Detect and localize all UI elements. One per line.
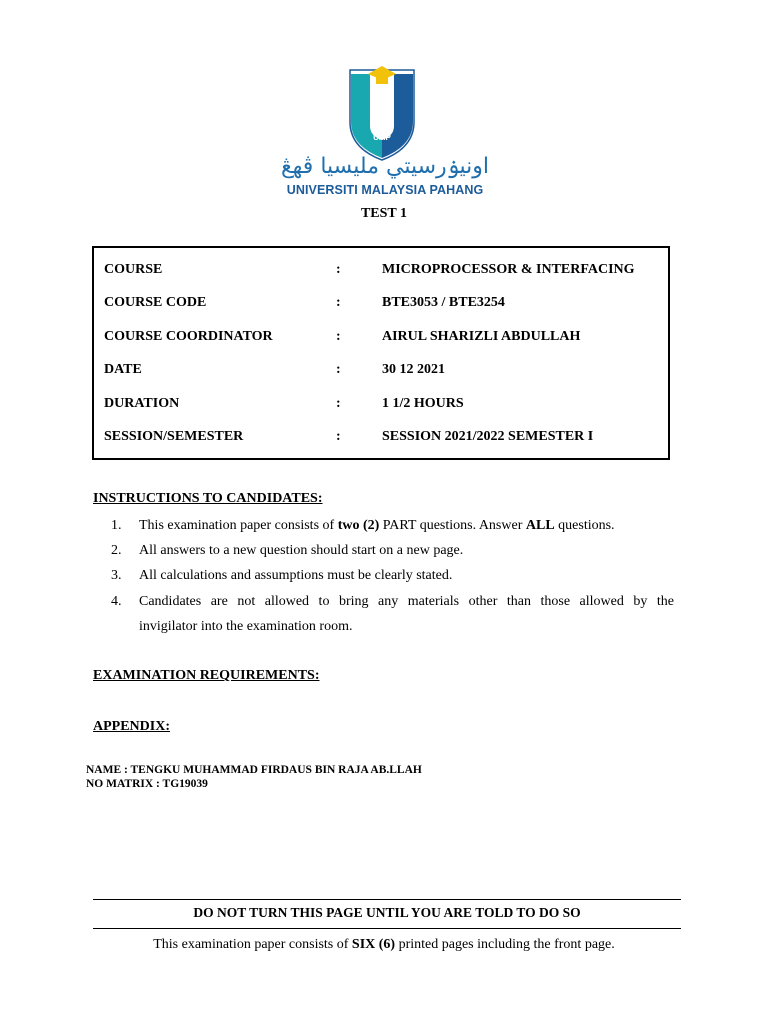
info-separator: : xyxy=(336,396,341,411)
instruction-text: invigilator into the examination room. xyxy=(139,619,353,634)
instructions-heading: INSTRUCTIONS TO CANDIDATES: xyxy=(93,491,323,506)
instruction-text: All calculations and assumptions must be clearly stated. xyxy=(139,568,453,583)
info-label: DATE xyxy=(104,362,142,377)
info-value: 1 1/2 HOURS xyxy=(382,396,464,411)
instruction-text: Candidates are not allowed to bring any materials other than those allowed by the xyxy=(139,594,674,609)
info-label: COURSE xyxy=(104,262,163,277)
appendix-heading: APPENDIX: xyxy=(93,719,170,734)
warning-notice: DO NOT TURN THIS PAGE UNTIL YOU ARE TOLD TO DO SO xyxy=(193,905,581,920)
info-separator: : xyxy=(336,262,341,277)
info-value: 30 12 2021 xyxy=(382,362,445,377)
instruction-text: All answers to a new question should start on a new page. xyxy=(139,543,464,558)
instruction-text: This examination paper consists of two (2) PART questions. Answer ALL questions. xyxy=(139,518,615,533)
info-separator: : xyxy=(336,362,341,377)
instruction-number: 3. xyxy=(111,568,122,583)
logo-text: UMP xyxy=(373,133,391,142)
info-row-duration xyxy=(94,396,668,416)
course-info-box xyxy=(92,246,670,460)
university-logo xyxy=(346,64,418,162)
divider xyxy=(93,899,681,900)
student-matrix-number: NO MATRIX : TG19039 xyxy=(86,778,208,790)
info-value: MICROPROCESSOR & INTERFACING xyxy=(382,262,635,277)
info-row-date xyxy=(94,362,668,382)
university-name: UNIVERSITI MALAYSIA PAHANG xyxy=(286,183,484,197)
info-separator: : xyxy=(336,295,341,310)
info-row-course xyxy=(94,262,668,282)
info-value: AIRUL SHARIZLI ABDULLAH xyxy=(382,329,581,344)
divider xyxy=(93,928,681,929)
info-label: DURATION xyxy=(104,396,180,411)
info-separator: : xyxy=(336,429,341,444)
page-count-note: This examination paper consists of SIX (6) printed pages including the front page. xyxy=(153,937,615,952)
info-value: SESSION 2021/2022 SEMESTER I xyxy=(382,429,594,444)
instruction-number: 2. xyxy=(111,543,122,558)
info-label: COURSE CODE xyxy=(104,295,207,310)
instruction-number: 4. xyxy=(111,594,122,609)
info-row-coordinator xyxy=(94,329,668,349)
university-name-arabic: اونيۏرسيتي مليسيا ڤهڠ xyxy=(280,154,490,179)
page-title: TEST 1 xyxy=(360,206,408,221)
exam-requirements-heading: EXAMINATION REQUIREMENTS: xyxy=(93,668,320,683)
info-row-course-code xyxy=(94,295,668,315)
student-name: NAME : TENGKU MUHAMMAD FIRDAUS BIN RAJA AB.LLAH xyxy=(86,764,422,776)
info-label: SESSION/SEMESTER xyxy=(104,429,244,444)
info-row-session xyxy=(94,429,668,449)
instruction-number: 1. xyxy=(111,518,122,533)
info-separator: : xyxy=(336,329,341,344)
info-label: COURSE COORDINATOR xyxy=(104,329,273,344)
info-value: BTE3053 / BTE3254 xyxy=(382,295,505,310)
